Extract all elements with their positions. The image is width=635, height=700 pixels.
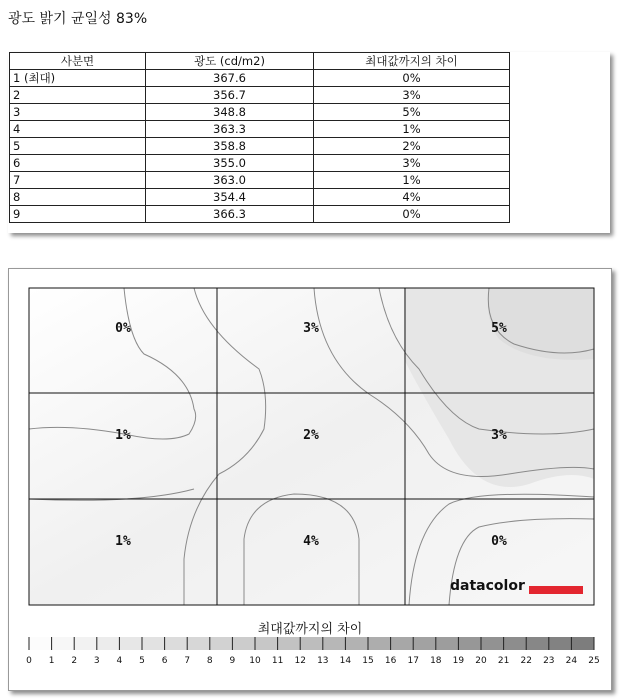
cell-label: 0%: [115, 321, 131, 336]
legend-swatch: [300, 637, 323, 650]
quadrant-table-card: [8, 52, 610, 233]
legend-swatch: [549, 637, 572, 650]
legend-tick-label: 25: [588, 656, 600, 666]
legend-tick-label: 17: [407, 656, 419, 666]
legend-swatch: [29, 637, 52, 650]
legend-tick-label: 4: [116, 656, 123, 666]
legend-swatch: [323, 637, 346, 650]
luminance-cell: 348.8: [146, 104, 314, 121]
table-row: [10, 87, 510, 104]
quadrant-cell: 5: [10, 138, 146, 155]
legend-swatch: [345, 637, 368, 650]
table-row: [10, 206, 510, 223]
page-title: 광도 밝기 균일성 83%: [8, 11, 148, 27]
legend-swatch: [526, 637, 549, 650]
table-header-row: [10, 53, 510, 70]
legend-tick-label: 24: [565, 656, 578, 666]
legend-swatch: [74, 637, 97, 650]
cell-label: 1%: [115, 428, 131, 443]
quadrant-cell: 9: [10, 206, 146, 223]
legend-swatch: [458, 637, 481, 650]
luminance-cell: 366.3: [146, 206, 314, 223]
legend-tick-label: 5: [139, 656, 145, 666]
difference-cell: 3%: [314, 155, 510, 172]
quadrant-cell: 2: [10, 87, 146, 104]
legend-swatch: [481, 637, 504, 650]
legend-tick-label: 19: [452, 656, 465, 666]
legend-tick-label: 21: [497, 656, 510, 666]
difference-cell: 2%: [314, 138, 510, 155]
luminance-cell: 355.0: [146, 155, 314, 172]
cell-label: 4%: [303, 534, 319, 549]
uniformity-map-card: [8, 268, 612, 691]
quadrant-table: [9, 52, 510, 223]
luminance-cell: 354.4: [146, 189, 314, 206]
legend-tick-label: 9: [229, 656, 236, 666]
cell-label: 0%: [491, 534, 507, 549]
quadrant-cell: 6: [10, 155, 146, 172]
difference-cell: 1%: [314, 172, 510, 189]
legend-swatch: [232, 637, 255, 650]
table-row: [10, 121, 510, 138]
difference-cell: 1%: [314, 121, 510, 138]
legend-tick-label: 14: [339, 656, 352, 666]
datacolor-logo-bar: [529, 586, 583, 594]
legend-tick-label: 0: [26, 656, 32, 666]
difference-cell: 3%: [314, 87, 510, 104]
datacolor-logo: datacolor: [450, 578, 525, 594]
legend-tick-label: 22: [520, 656, 532, 666]
legend-tick-label: 11: [271, 656, 284, 666]
legend-tick-label: 3: [93, 656, 100, 666]
luminance-cell: 363.3: [146, 121, 314, 138]
quadrant-cell: 1 (최대): [10, 70, 146, 87]
difference-cell: 0%: [314, 206, 510, 223]
legend-swatch: [187, 637, 210, 650]
legend-swatch: [165, 637, 188, 650]
legend-swatch: [52, 637, 75, 650]
legend-tick-label: 23: [543, 656, 555, 666]
legend-swatch: [504, 637, 527, 650]
legend-tick-label: 12: [294, 656, 306, 666]
legend-title: 최대값까지의 차이: [257, 622, 363, 637]
legend-swatch: [255, 637, 278, 650]
legend-tick-label: 13: [317, 656, 329, 666]
quadrant-cell: 8: [10, 189, 146, 206]
cell-label: 2%: [303, 428, 319, 443]
cell-label: 3%: [303, 321, 319, 336]
luminance-cell: 356.7: [146, 87, 314, 104]
legend-swatch: [210, 637, 233, 650]
legend-swatch: [142, 637, 165, 650]
legend-tick-label: 6: [161, 656, 168, 666]
quadrant-cell: 4: [10, 121, 146, 138]
luminance-cell: 367.6: [146, 70, 314, 87]
table-row: [10, 189, 510, 206]
legend-swatch: [278, 637, 301, 650]
legend-tick-label: 8: [206, 656, 213, 666]
legend-tick-label: 15: [362, 656, 374, 666]
legend: [26, 637, 600, 666]
table-row: [10, 155, 510, 172]
quadrant-cell: 3: [10, 104, 146, 121]
quadrant-cell: 7: [10, 172, 146, 189]
luminance-cell: 358.8: [146, 138, 314, 155]
difference-cell: 4%: [314, 189, 510, 206]
legend-swatch: [97, 637, 120, 650]
cell-label: 1%: [115, 534, 131, 549]
legend-swatch: [571, 637, 594, 650]
header-luminance: 광도 (cd/m2): [146, 53, 314, 70]
table-row: [10, 70, 510, 87]
legend-swatch: [119, 637, 142, 650]
difference-cell: 5%: [314, 104, 510, 121]
legend-tick-label: 10: [249, 656, 261, 666]
table-row: [10, 138, 510, 155]
table-body: [10, 70, 510, 223]
legend-tick-label: 16: [384, 656, 397, 666]
cell-label: 3%: [491, 428, 507, 443]
table-row: [10, 172, 510, 189]
legend-swatch: [436, 637, 459, 650]
legend-tick-label: 18: [430, 656, 442, 666]
header-quadrant: 사분면: [10, 53, 146, 70]
legend-swatch: [368, 637, 391, 650]
luminance-cell: 363.0: [146, 172, 314, 189]
legend-tick-label: 2: [71, 656, 78, 666]
cell-label: 5%: [491, 321, 507, 336]
legend-swatch: [413, 637, 436, 650]
legend-tick-label: 20: [475, 656, 487, 666]
legend-swatch: [391, 637, 414, 650]
legend-tick-label: 7: [184, 656, 191, 666]
difference-cell: 0%: [314, 70, 510, 87]
header-difference: 최대값까지의 차이: [314, 53, 510, 70]
table-row: [10, 104, 510, 121]
legend-tick-label: 1: [48, 656, 55, 666]
